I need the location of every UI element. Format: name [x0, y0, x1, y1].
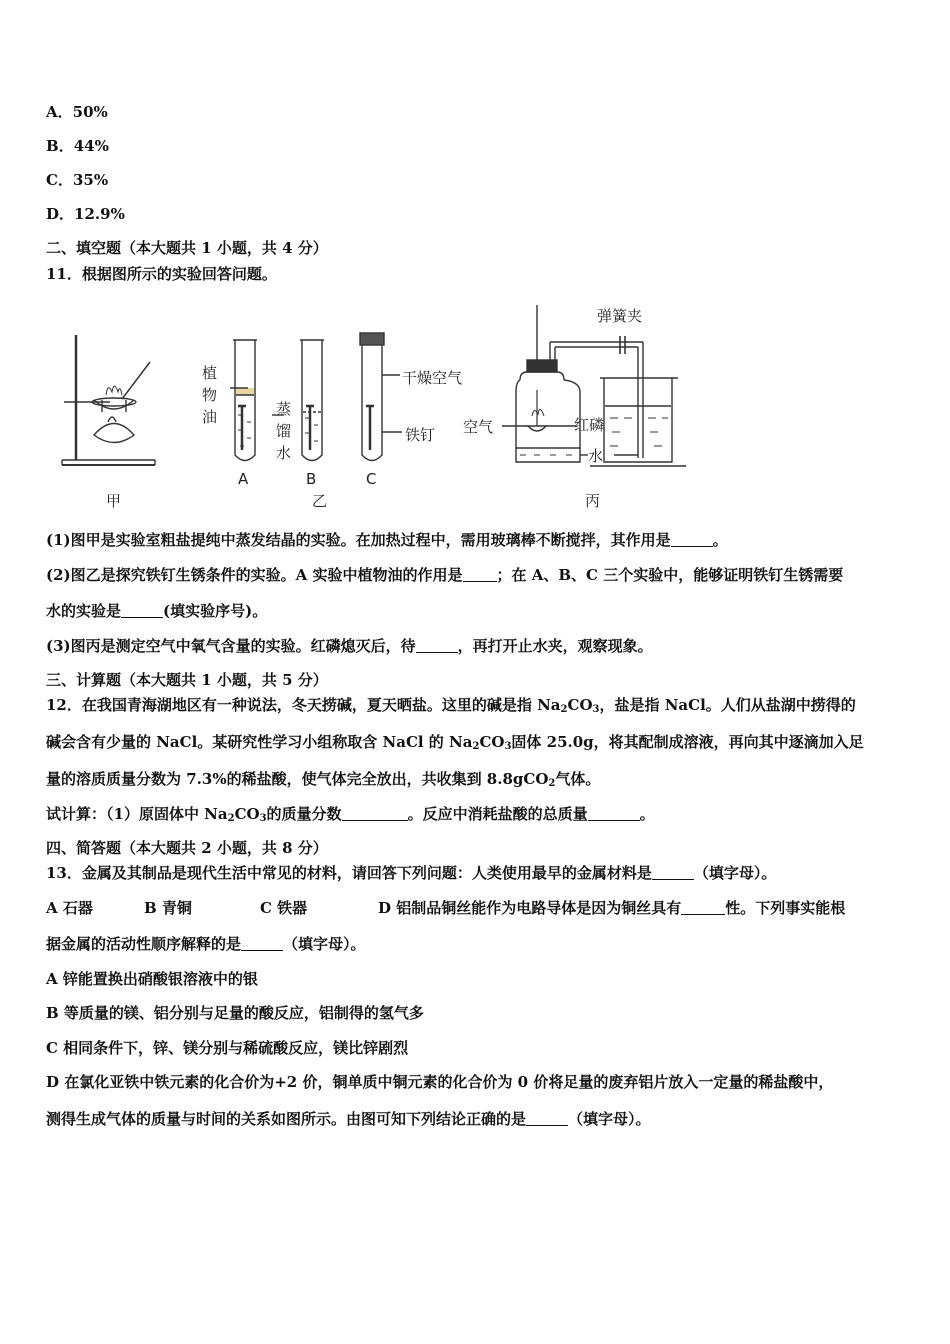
q13-option-c[interactable]: C 铁器 — [260, 899, 308, 917]
answer-blank[interactable] — [342, 806, 408, 821]
tube-b-label: B — [306, 470, 317, 488]
q11-stem: 11．根据图所示的实验回答问题。 — [46, 265, 277, 283]
answer-blank[interactable] — [588, 806, 640, 821]
q13-option-a[interactable]: A 石器 — [46, 899, 93, 917]
q13-statement-d[interactable]: D 在氯化亚铁中铁元素的化合价为+2 价，铜单质中铜元素的化合价为 0 价将足量的废弃铝片放入一定量的稀盐酸中， — [46, 1073, 834, 1091]
q13-statement-c[interactable]: C 相同条件下，锌、镁分别与稀硫酸反应，镁比锌剧烈 — [46, 1039, 409, 1057]
answer-blank[interactable] — [121, 603, 163, 618]
q12-line4: 试计算：（1）原固体中 $Na_2CO_3$的质量分数 。反应中消耗盐酸的总质量 。 — [46, 805, 655, 824]
experiment-figure — [50, 300, 710, 515]
tube-a-label: A — [238, 470, 249, 488]
dry-air-label: 干燥空气 — [402, 369, 463, 387]
q13-line1: 13．金属及其制品是现代生活中常见的材料，请回答下列问题：人类使用最早的金属材料是 （填字母）。 — [46, 864, 777, 882]
option-d[interactable]: D．12.9% — [46, 205, 125, 223]
experiment-diagram — [50, 300, 710, 515]
answer-blank[interactable] — [241, 936, 283, 951]
water-label: 水 — [588, 447, 604, 465]
q11-part3: (3)图丙是测定空气中氧气含量的实验。红磷熄灭后，待 ，再打开止水夹，观察现象。 — [46, 637, 653, 655]
q11-part2: (2)图乙是探究铁钉生锈条件的实验。A 实验中植物油的作用是 ；在 A、B、C 三个实验中，能够证明铁钉生锈需要 — [46, 566, 844, 584]
figure-bing-label: 丙 — [585, 492, 601, 510]
section-2-title: 二、填空题（本大题共 1 小题，共 4 分） — [46, 239, 328, 257]
distilled-water-label: 蒸馏水 — [276, 400, 292, 462]
q12-line1: 12．在我国青海湖地区有一种说法，冬天捞碱，夏天晒盐。这里的碱是指 $Na_2CO_3$，盐是指 NaCl。人们从盐湖中捞得的 — [46, 696, 856, 715]
answer-blank[interactable] — [526, 1111, 568, 1126]
answer-blank[interactable] — [652, 865, 694, 880]
figure-jia-label: 甲 — [106, 492, 122, 510]
q11-part2-cont: 水的实验是 (填实验序号)。 — [46, 602, 268, 620]
spring-clip-label: 弹簧夹 — [597, 307, 643, 325]
q13-statement-a[interactable]: A 锌能置换出硝酸银溶液中的银 — [46, 970, 258, 988]
figure-yi-label: 乙 — [312, 492, 328, 510]
option-b[interactable]: B．44% — [46, 137, 109, 155]
q13-option-b[interactable]: B 青铜 — [144, 899, 192, 917]
q13-line3: 据金属的活动性顺序解释的是 （填字母）。 — [46, 935, 366, 953]
q11-part1: (1)图甲是实验室粗盐提纯中蒸发结晶的实验。在加热过程中，需用玻璃棒不断搅拌，其作用是 。 — [46, 531, 728, 549]
q12-line3: 量的溶质质量分数为 7.3%的稀盐酸，使气体完全放出，共收集到 8.8gCO$_2$气体。 — [46, 770, 601, 789]
answer-blank[interactable] — [681, 900, 725, 915]
section-4-title: 四、简答题（本大题共 2 小题，共 8 分） — [46, 839, 328, 857]
answer-blank[interactable] — [463, 567, 497, 582]
answer-blank[interactable] — [416, 638, 458, 653]
q13-last-line: 测得生成气体的质量与时间的关系如图所示。由图可知下列结论正确的是 （填字母）。 — [46, 1110, 651, 1128]
q12-line2: 碱会含有少量的 NaCl。某研究性学习小组称取含 NaCl 的 $Na_2CO_3$固体 25.0g，将其配制成溶液，再向其中逐滴加入足 — [46, 733, 864, 752]
section-3-title: 三、计算题（本大题共 1 小题，共 5 分） — [46, 671, 328, 689]
q13-options: A 石器 B 青铜 C 铁器 D 铝制品铜丝能作为电路导体是因为铜丝具有 性。下列事实能根 — [46, 899, 846, 917]
option-c[interactable]: C．35% — [46, 171, 109, 189]
q13-statement-b[interactable]: B 等质量的镁、铝分别与足量的酸反应，铝制得的氢气多 — [46, 1004, 424, 1022]
oil-label: 植物油 — [202, 364, 218, 426]
air-label: 空气 — [463, 418, 494, 436]
nail-label: 铁钉 — [405, 426, 436, 444]
answer-blank[interactable] — [671, 532, 713, 547]
option-a[interactable]: A．50% — [46, 103, 108, 121]
tube-c-label: C — [366, 470, 377, 488]
red-phosphorus-label: 红磷 — [574, 416, 605, 434]
